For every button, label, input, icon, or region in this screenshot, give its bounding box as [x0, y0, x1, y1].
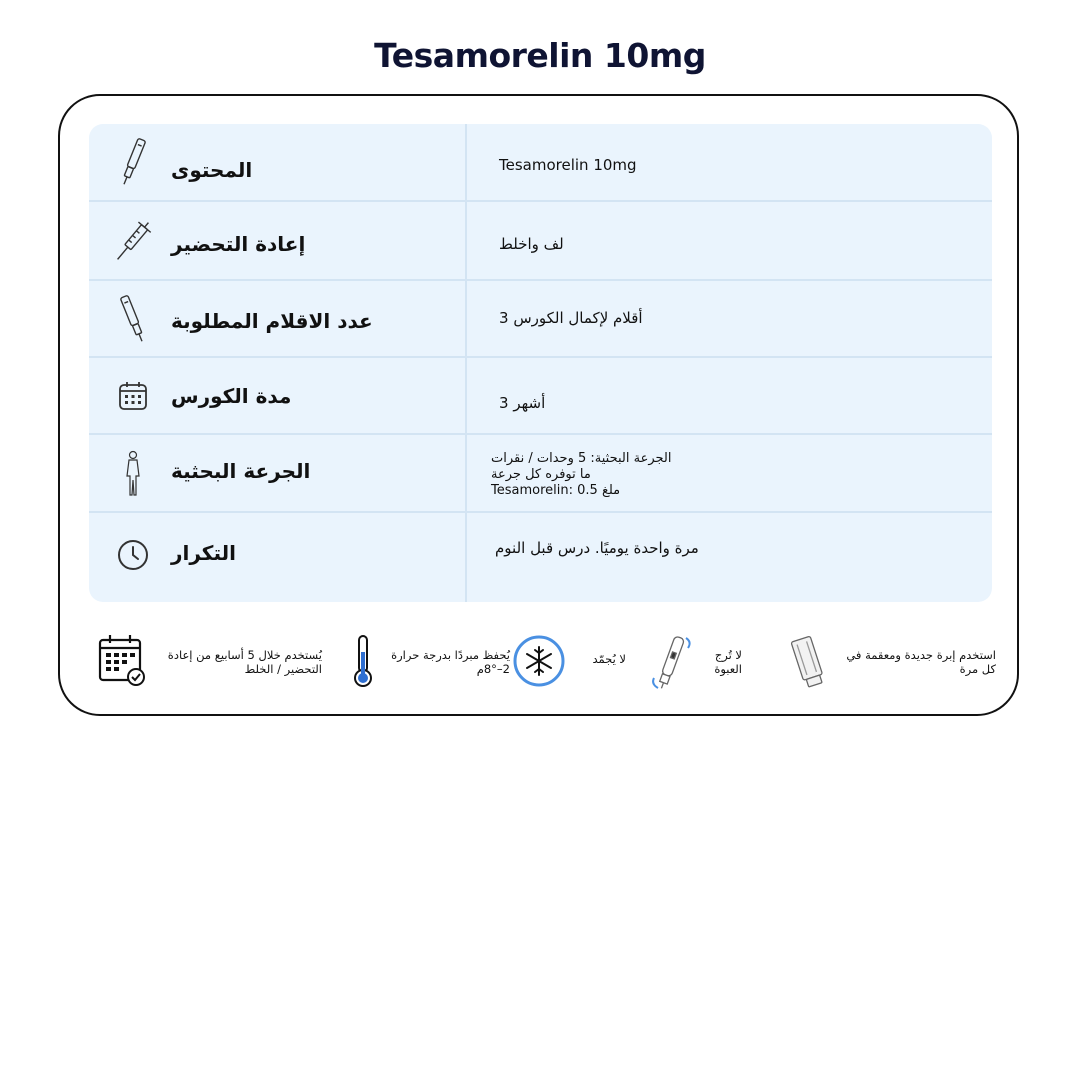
dose-line: Tesamorelin: 0.5 ملغ — [491, 483, 621, 498]
note-line: لا تُرج — [714, 648, 742, 662]
needle-cap-icon — [786, 632, 830, 696]
row-label: التكرار — [171, 541, 236, 565]
pen-icon — [113, 136, 153, 188]
row-value — [491, 451, 961, 499]
note-new-needle — [786, 632, 998, 692]
note-line: كل مرة — [959, 662, 996, 676]
row-label: عدد الاقلام المطلوبة — [171, 309, 373, 333]
note-line: يُستخدم خلال 5 أسابيع من إعادة — [167, 648, 322, 662]
note-text — [702, 648, 742, 676]
row-value: مرة واحدة يوميًا. درس قبل النوم — [495, 539, 699, 557]
info-card — [58, 94, 1019, 716]
note-text — [162, 648, 322, 676]
note-line: العبوة — [714, 662, 742, 676]
note-use-within — [98, 632, 320, 692]
note-line: استخدم إبرة جديدة ومعقمة في — [846, 648, 996, 662]
dose-line: ما توفره كل جرعة — [491, 467, 591, 482]
note-do-not-shake — [648, 632, 748, 692]
row-value: Tesamorelin 10mg — [499, 156, 637, 174]
note-no-freeze — [512, 632, 626, 692]
pen-icon — [113, 293, 153, 345]
row-value: لف واخلط — [499, 235, 564, 253]
row-label: إعادة التحضير — [171, 232, 306, 256]
human-figure-icon — [113, 448, 153, 500]
dose-line: الجرعة البحثية: 5 وحدات / نقرات — [491, 451, 672, 466]
note-line: التحضير / الخلط — [244, 662, 322, 676]
shake-pen-icon — [648, 632, 694, 696]
table-row-content — [89, 124, 992, 202]
row-label: المحتوى — [171, 158, 253, 182]
row-value: أشهر 3 — [499, 394, 546, 412]
note-text — [842, 648, 996, 676]
note-text — [386, 648, 510, 676]
table-row-research-dose — [89, 435, 992, 513]
calendar-icon — [113, 370, 153, 422]
snowflake-icon — [512, 634, 566, 692]
note-line: لا يُجمّد — [592, 652, 626, 666]
row-label: الجرعة البحثية — [171, 459, 311, 483]
note-text — [576, 652, 626, 666]
info-table — [89, 124, 992, 602]
clock-icon — [113, 529, 153, 581]
note-refrigerate — [350, 632, 510, 692]
note-line: 2–8°م — [476, 662, 510, 676]
table-row-reconstitution — [89, 202, 992, 281]
syringe-icon — [113, 215, 153, 267]
note-line: يُحفظ مبردًا بدرجة حرارة — [391, 648, 510, 662]
table-row-frequency — [89, 513, 992, 602]
table-row-pens-needed — [89, 281, 992, 358]
calendar-check-icon — [98, 634, 148, 690]
table-row-course-duration — [89, 358, 992, 435]
row-label: مدة الكورس — [171, 384, 292, 408]
page-title: Tesamorelin 10mg — [374, 36, 706, 75]
thermometer-icon — [350, 634, 376, 692]
row-value: أقلام لإكمال الكورس 3 — [499, 309, 643, 327]
